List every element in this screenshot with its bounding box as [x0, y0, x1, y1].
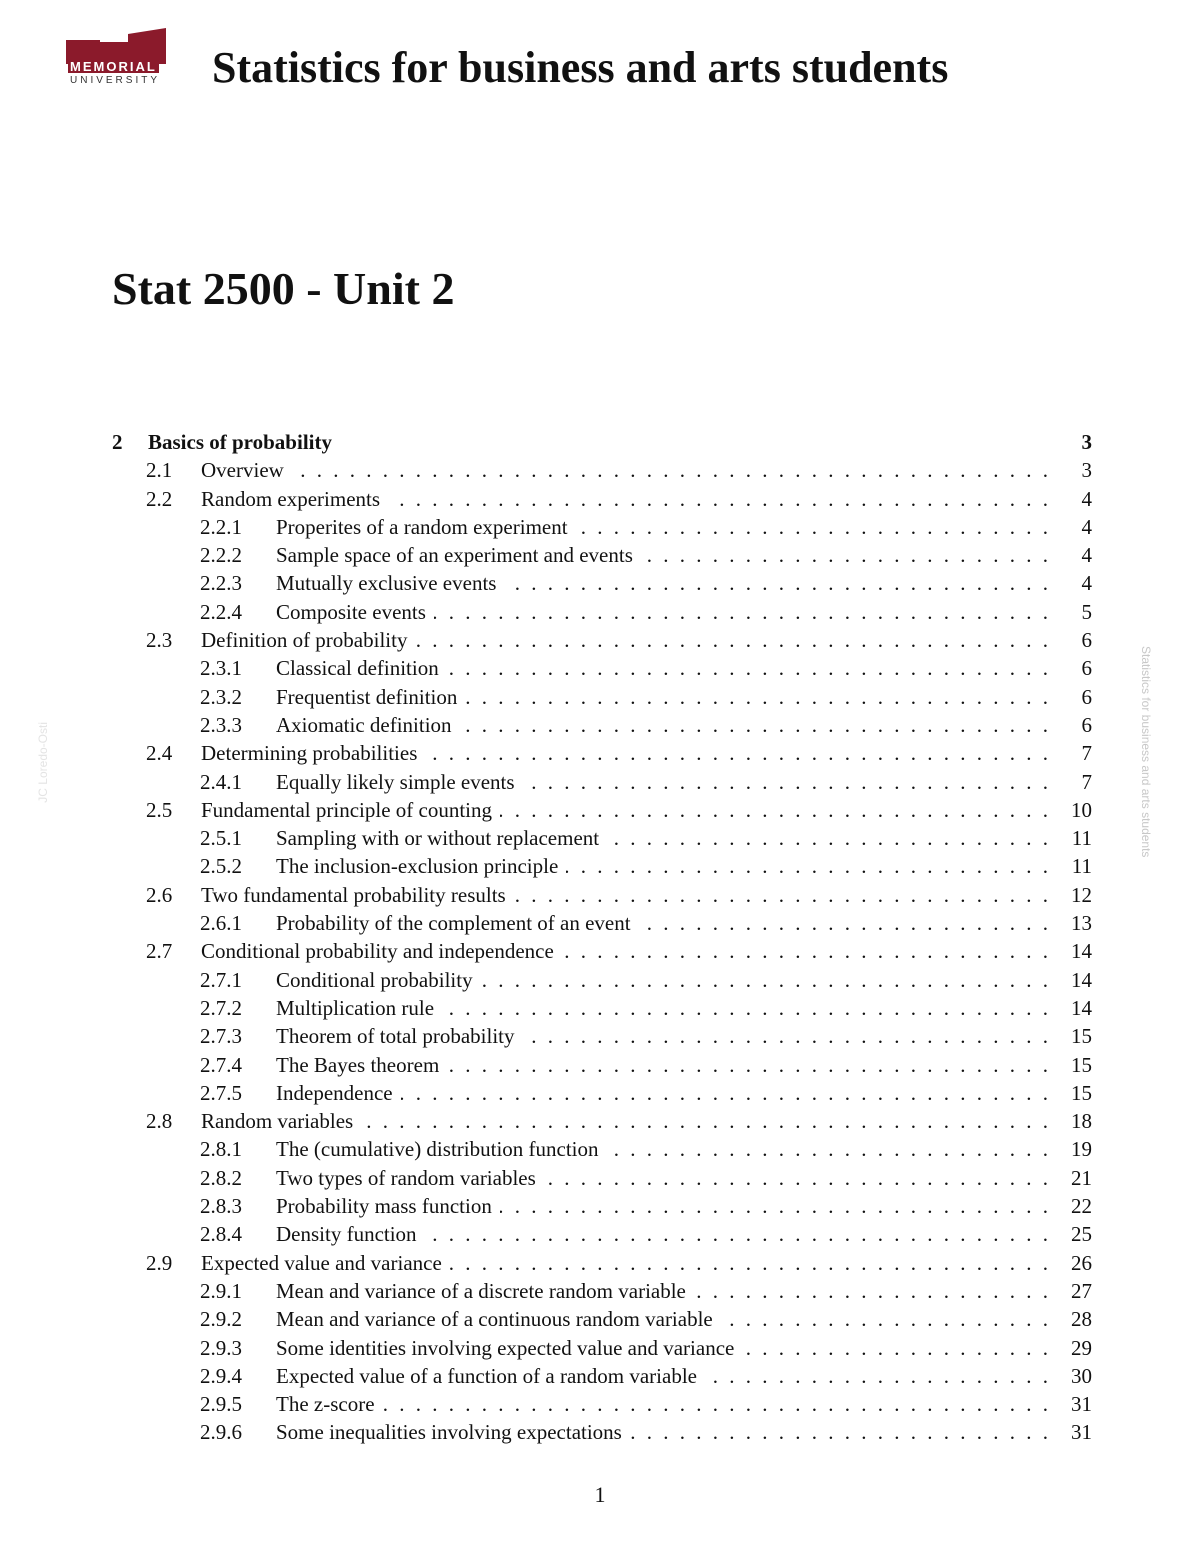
toc-entry-title: Random variables: [201, 1109, 354, 1134]
toc-entry-page: 5: [1081, 599, 1092, 624]
toc-entry[interactable]: [112, 1135, 1092, 1163]
toc-entry-page: 3: [1081, 430, 1092, 454]
toc-dot-leader: [742, 1334, 1048, 1362]
toc-dot-leader: [607, 1135, 1048, 1163]
toc-entry-title: Theorem of total probability: [276, 1024, 515, 1049]
toc-entry-page: 19: [1071, 1137, 1092, 1162]
toc-entry-page: 4: [1081, 571, 1092, 596]
toc-dot-leader: [401, 1079, 1048, 1107]
toc-entry[interactable]: [112, 569, 1092, 597]
toc-entry-number: 2.8.1: [200, 1137, 242, 1162]
toc-dot-leader: [447, 654, 1048, 682]
toc-entry-page: 6: [1081, 656, 1092, 681]
toc-entry-title: Mutually exclusive events: [276, 571, 497, 596]
toc-dot-leader: [514, 881, 1048, 909]
toc-entry-title: Axiomatic definition: [276, 712, 452, 737]
toc-dot-leader: [425, 739, 1048, 767]
toc-dot-leader: [481, 966, 1048, 994]
toc-entry-title: Two fundamental probability results: [201, 882, 506, 907]
toc-entry-page: 13: [1071, 911, 1092, 936]
toc-entry-title: Basics of probability: [148, 430, 332, 454]
toc-entry-number: 2.9.1: [200, 1278, 242, 1303]
toc-entry-title: Probability mass function: [276, 1194, 492, 1219]
toc-entry-title: Two types of random variables: [276, 1165, 536, 1190]
toc-entry-number: 2.3.2: [200, 684, 242, 709]
toc-entry-number: 2.7: [146, 939, 173, 964]
toc-entry-page: 4: [1081, 486, 1092, 511]
toc-dot-leader: [562, 937, 1048, 965]
toc-entry-page: 21: [1071, 1165, 1092, 1190]
toc-entry-number: 2.4.1: [200, 769, 242, 794]
toc-entry-page: 29: [1071, 1335, 1092, 1360]
header-title: Statistics for business and arts students: [212, 43, 949, 92]
toc-entry-number: 2.2: [146, 486, 173, 511]
toc-entry-number: 2.9.5: [200, 1392, 242, 1417]
document-title: Stat 2500 - Unit 2: [112, 263, 455, 314]
toc-entry[interactable]: [112, 1079, 1092, 1107]
toc-dot-leader: [500, 1192, 1048, 1220]
toc-dot-leader: [361, 1107, 1048, 1135]
toc-entry-page: 6: [1081, 628, 1092, 653]
toc-entry[interactable]: [112, 1305, 1092, 1333]
toc-dot-leader: [450, 1249, 1048, 1277]
toc-entry[interactable]: [112, 1220, 1092, 1248]
toc-entry-title: Definition of probability: [201, 628, 408, 653]
toc-entry[interactable]: [112, 626, 1092, 654]
toc-entry-number: 2: [112, 430, 123, 454]
toc-entry-number: 2.2.2: [200, 543, 242, 568]
toc-entry[interactable]: [112, 1390, 1092, 1418]
toc-entry[interactable]: [112, 428, 1092, 456]
toc-entry[interactable]: [112, 937, 1092, 965]
toc-entry-page: 18: [1071, 1109, 1092, 1134]
toc-entry-number: 2.9.6: [200, 1420, 242, 1445]
toc-entry[interactable]: [112, 796, 1092, 824]
toc-entry-page: 11: [1071, 854, 1092, 879]
toc-entry-number: 2.1: [146, 458, 173, 483]
toc-entry-title: Classical definition: [276, 656, 439, 681]
toc-entry-number: 2.5.1: [200, 826, 242, 851]
toc-entry-title: Mean and variance of a continuous random variable: [276, 1307, 713, 1332]
toc-entry-page: 11: [1071, 826, 1092, 851]
toc-entry-number: 2.7.5: [200, 1080, 242, 1105]
toc-dot-leader: [415, 626, 1048, 654]
toc-entry[interactable]: [112, 683, 1092, 711]
toc-entry-number: 2.8.4: [200, 1222, 242, 1247]
toc-entry-page: 27: [1071, 1278, 1092, 1303]
toc-entry[interactable]: [112, 654, 1092, 682]
toc-entry-title: Expected value of a function of a random variable: [276, 1363, 697, 1388]
toc-entry-title: Expected value and variance: [201, 1250, 442, 1275]
toc-entry-page: 7: [1081, 769, 1092, 794]
toc-dot-leader: [523, 768, 1048, 796]
toc-entry-title: Density function: [276, 1222, 417, 1247]
side-watermark-right: Statistics for business and arts students: [1139, 646, 1153, 858]
toc-entry[interactable]: [112, 1051, 1092, 1079]
toc-entry-number: 2.2.3: [200, 571, 242, 596]
toc-entry[interactable]: [112, 739, 1092, 767]
toc-entry-title: Random experiments: [201, 486, 381, 511]
toc-entry-page: 3: [1081, 458, 1092, 483]
toc-entry-title: Sampling with or without replacement: [276, 826, 600, 851]
toc-entry-title: Frequentist definition: [276, 684, 458, 709]
toc-entry-page: 22: [1071, 1194, 1092, 1219]
toc-entry-number: 2.9.3: [200, 1335, 242, 1360]
toc-entry[interactable]: [112, 1362, 1092, 1390]
toc-entry-number: 2.9.4: [200, 1363, 242, 1388]
toc-entry-page: 4: [1081, 543, 1092, 568]
toc-entry[interactable]: [112, 1192, 1092, 1220]
toc-entry[interactable]: [112, 1164, 1092, 1192]
toc-entry-title: Equally likely simple events: [276, 769, 515, 794]
memorial-university-logo: [66, 28, 170, 94]
toc-dot-leader: [434, 598, 1048, 626]
toc-entry-page: 14: [1071, 939, 1092, 964]
toc-entry-number: 2.8: [146, 1109, 173, 1134]
toc-entry-number: 2.7.4: [200, 1052, 242, 1077]
toc-dot-leader: [292, 456, 1048, 484]
toc-entry-number: 2.8.3: [200, 1194, 242, 1219]
toc-dot-leader: [566, 852, 1048, 880]
toc-dot-leader: [383, 1390, 1048, 1418]
toc-entry-page: 30: [1071, 1363, 1092, 1388]
toc-entry[interactable]: [112, 881, 1092, 909]
toc-entry-number: 2.9: [146, 1250, 173, 1275]
side-watermark-left: JC Loredo-Osti: [36, 722, 50, 803]
toc-entry-title: Determining probabilities: [201, 741, 418, 766]
toc-entry-number: 2.7.3: [200, 1024, 242, 1049]
toc-entry-page: 31: [1071, 1392, 1092, 1417]
toc-entry-page: 28: [1071, 1307, 1092, 1332]
toc-entry-page: 15: [1071, 1052, 1092, 1077]
toc-entry[interactable]: [112, 711, 1092, 739]
toc-entry-page: 12: [1071, 882, 1092, 907]
toc-entry-title: Some identities involving expected value and variance: [276, 1335, 735, 1360]
toc-entry-title: The z-score: [276, 1392, 375, 1417]
toc-entry-title: Sample space of an experiment and events: [276, 543, 633, 568]
toc-entry-title: The inclusion-exclusion principle: [276, 854, 559, 879]
toc-entry-page: 6: [1081, 712, 1092, 737]
toc-dot-leader: [630, 1418, 1048, 1446]
toc-entry-number: 2.5: [146, 797, 173, 822]
toc-entry-number: 2.6.1: [200, 911, 242, 936]
toc-entry-page: 14: [1071, 967, 1092, 992]
toc-entry-number: 2.7.1: [200, 967, 242, 992]
toc-entry[interactable]: [112, 966, 1092, 994]
toc-entry-page: 26: [1071, 1250, 1092, 1275]
table-of-contents: [112, 428, 1092, 1447]
toc-entry[interactable]: [112, 909, 1092, 937]
toc-entry-title: Multiplication rule: [276, 995, 435, 1020]
toc-entry-number: 2.6: [146, 882, 173, 907]
toc-entry-page: 4: [1081, 514, 1092, 539]
toc-entry[interactable]: [112, 852, 1092, 880]
toc-entry-page: 25: [1071, 1222, 1092, 1247]
toc-entry-number: 2.3: [146, 628, 173, 653]
toc-entry[interactable]: [112, 1334, 1092, 1362]
toc-entry[interactable]: [112, 994, 1092, 1022]
toc-entry-title: Some inequalities involving expectations: [276, 1420, 622, 1445]
toc-entry[interactable]: [112, 1277, 1092, 1305]
toc-dot-leader: [721, 1305, 1048, 1333]
toc-entry-page: 14: [1071, 995, 1092, 1020]
toc-entry-page: 15: [1071, 1024, 1092, 1049]
toc-entry-title: Mean and variance of a discrete random variable: [276, 1278, 686, 1303]
toc-entry[interactable]: [112, 513, 1092, 541]
toc-entry-title: Fundamental principle of counting: [201, 797, 493, 822]
toc-entry-page: 31: [1071, 1420, 1092, 1445]
toc-entry-page: 15: [1071, 1080, 1092, 1105]
toc-entry[interactable]: [112, 456, 1092, 484]
toc-dot-leader: [639, 909, 1048, 937]
toc-entry[interactable]: [112, 1107, 1092, 1135]
toc-dot-leader: [607, 824, 1048, 852]
toc-entry-title: Probability of the complement of an event: [276, 911, 631, 936]
toc-entry-title: Conditional probability and independence: [201, 939, 554, 964]
toc-dot-leader: [705, 1362, 1048, 1390]
page-number: 1: [594, 1482, 606, 1507]
toc-dot-leader: [576, 513, 1048, 541]
toc-entry-number: 2.9.2: [200, 1307, 242, 1332]
toc-entry-title: Overview: [201, 458, 284, 483]
toc-entry[interactable]: [112, 1022, 1092, 1050]
toc-entry[interactable]: [112, 598, 1092, 626]
toc-dot-leader: [544, 1164, 1048, 1192]
toc-entry-number: 2.2.1: [200, 514, 242, 539]
toc-dot-leader: [388, 485, 1048, 513]
toc-entry-title: Properites of a random experiment: [276, 514, 568, 539]
toc-dot-leader: [523, 1022, 1048, 1050]
toc-dot-leader: [447, 1051, 1048, 1079]
logo-line-2: UNIVERSITY: [70, 75, 161, 86]
toc-entry-number: 2.2.4: [200, 599, 242, 624]
toc-entry-page: 10: [1071, 797, 1092, 822]
toc-dot-leader: [500, 796, 1048, 824]
toc-entry-title: The (cumulative) distribution function: [276, 1137, 599, 1162]
toc-dot-leader: [504, 569, 1048, 597]
toc-dot-leader: [694, 1277, 1048, 1305]
toc-entry-number: 2.7.2: [200, 995, 242, 1020]
toc-entry-number: 2.4: [146, 741, 173, 766]
toc-entry-number: 2.3.1: [200, 656, 242, 681]
logo-line-1: MEMORIAL: [70, 59, 157, 74]
toc-entry-number: 2.3.3: [200, 712, 242, 737]
toc-entry[interactable]: [112, 824, 1092, 852]
toc-dot-leader: [425, 1220, 1048, 1248]
toc-entry-title: The Bayes theorem: [276, 1052, 440, 1077]
toc-entry-page: 6: [1081, 684, 1092, 709]
toc-entry-title: Conditional probability: [276, 967, 473, 992]
toc-entry-number: 2.8.2: [200, 1165, 242, 1190]
toc-dot-leader: [465, 683, 1048, 711]
toc-entry[interactable]: [112, 768, 1092, 796]
toc-dot-leader: [641, 541, 1048, 569]
toc-dot-leader: [460, 711, 1048, 739]
toc-entry[interactable]: [112, 1249, 1092, 1277]
toc-entry-title: Composite events: [276, 599, 426, 624]
toc-dot-leader: [442, 994, 1048, 1022]
toc-entry-page: 7: [1081, 741, 1092, 766]
toc-entry[interactable]: [112, 485, 1092, 513]
toc-entry[interactable]: [112, 541, 1092, 569]
toc-entry[interactable]: [112, 1418, 1092, 1446]
toc-entry-title: Independence: [276, 1080, 393, 1105]
toc-entry-number: 2.5.2: [200, 854, 242, 879]
